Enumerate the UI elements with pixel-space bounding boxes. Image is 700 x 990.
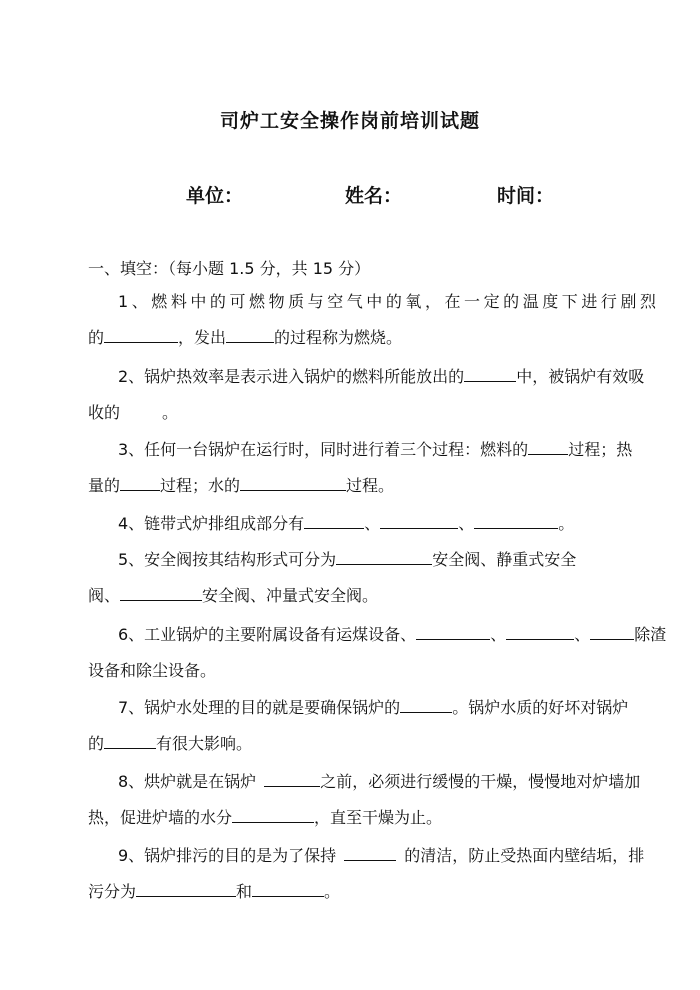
- answer-blank[interactable]: [344, 842, 396, 861]
- question-7: [88, 690, 656, 762]
- q9-line2: 污分为 和 。: [88, 874, 656, 910]
- answer-blank[interactable]: [590, 621, 634, 640]
- question-2: [88, 359, 656, 431]
- answer-blank[interactable]: [252, 878, 324, 897]
- q8-line1: 8、烘炉就是在锅炉 之前，必须进行缓慢的干燥，慢慢地对炉墙加: [88, 764, 656, 800]
- answer-blank[interactable]: [416, 621, 490, 640]
- answer-blank[interactable]: [240, 472, 346, 491]
- q3-line1: 3、任何一台锅炉在运行时，同时进行着三个过程：燃料的 过程；热: [88, 432, 656, 468]
- answer-blank[interactable]: [464, 363, 516, 382]
- answer-blank[interactable]: [528, 436, 568, 455]
- answer-blank[interactable]: [336, 546, 432, 565]
- q6-line1: 6、工业锅炉的主要附属设备有运煤设备、 、 、 除渣: [88, 617, 656, 653]
- q1-line2: 的 ，发出 的过程称为燃烧。: [88, 320, 656, 356]
- q5-line1: 5、安全阀按其结构形式可分为 安全阀、静重式安全: [88, 542, 656, 578]
- answer-blank[interactable]: [226, 324, 274, 343]
- answer-blank[interactable]: [400, 694, 452, 713]
- answer-blank[interactable]: [232, 804, 314, 823]
- question-1: [88, 284, 656, 356]
- answer-blank[interactable]: [264, 768, 320, 787]
- q7-line1: 7、锅炉水处理的目的就是要确保锅炉的 。锅炉水质的好坏对锅炉: [88, 690, 656, 726]
- question-5: [88, 542, 656, 614]
- q8-line2: 热，促进炉墙的水分 ，直至干燥为止。: [88, 800, 656, 836]
- answer-blank[interactable]: [506, 621, 574, 640]
- q3-line2: 量的 过程；水的 过程。: [88, 468, 656, 504]
- question-6: [88, 617, 667, 689]
- question-9: [88, 838, 656, 910]
- answer-blank[interactable]: [136, 878, 236, 897]
- question-8: [88, 764, 656, 836]
- answer-blank[interactable]: [104, 730, 156, 749]
- q5-line2: 阀、 安全阀、冲量式安全阀。: [88, 578, 656, 614]
- q1-line1: 1、燃料中的可燃物质与空气中的氧，在一定的温度下进行剧烈: [118, 292, 656, 311]
- name-label: 姓名：: [345, 185, 403, 207]
- question-4: [88, 506, 656, 542]
- q9-line1: 9、锅炉排污的目的是为了保持 的清洁，防止受热面内壁结垢，排: [88, 838, 656, 874]
- q2-line1: 2、锅炉热效率是表示进入锅炉的燃料所能放出的 中，被锅炉有效吸: [88, 359, 656, 395]
- q6-line2: 设备和除尘设备。: [88, 661, 217, 680]
- question-3: [88, 432, 656, 504]
- page-title: 司炉工安全操作岗前培训试题: [219, 110, 480, 132]
- unit-label: 单位：: [186, 185, 244, 207]
- section-heading: 一、填空：（每小题 1.5 分，共 15 分）: [88, 259, 371, 278]
- q4-line1: 4、链带式炉排组成部分有 、 、 。: [88, 506, 656, 542]
- answer-blank[interactable]: [380, 510, 458, 529]
- q7-line2: 的 有很大影响。: [88, 726, 656, 762]
- answer-blank[interactable]: [304, 510, 364, 529]
- answer-blank[interactable]: [474, 510, 558, 529]
- answer-blank[interactable]: [120, 582, 202, 601]
- answer-blank[interactable]: [104, 324, 178, 343]
- answer-blank[interactable]: [120, 472, 160, 491]
- time-label: 时间：: [497, 185, 555, 207]
- q2-line2: 收的 。: [88, 403, 179, 422]
